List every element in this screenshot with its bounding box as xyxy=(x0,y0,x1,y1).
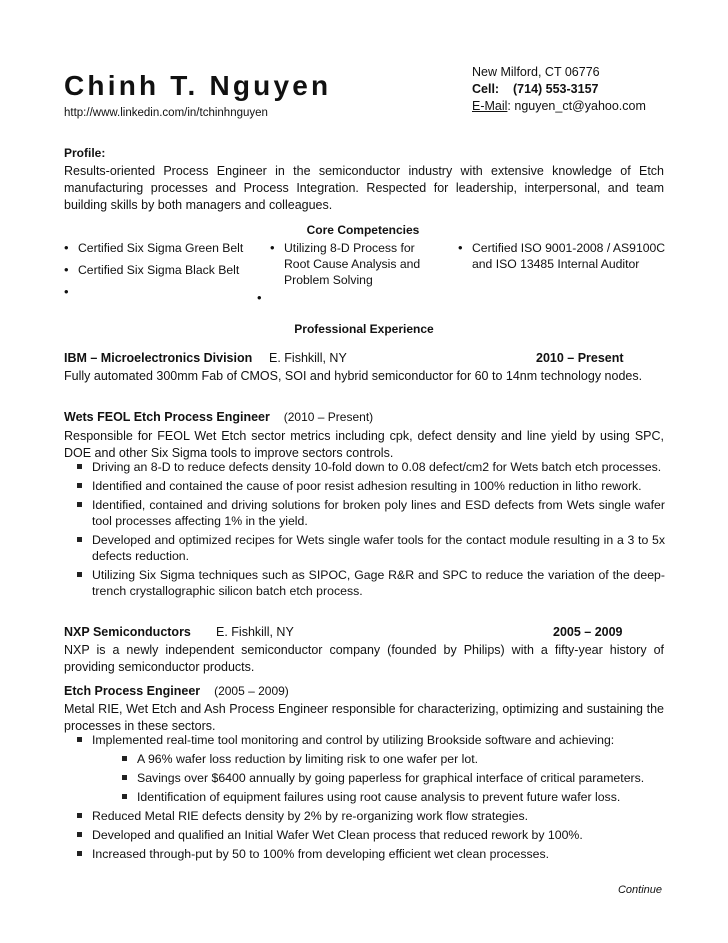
competency-item: • Certified Six Sigma Green Belt xyxy=(64,240,264,256)
address: New Milford, CT 06776 xyxy=(472,65,600,79)
list-item: Utilizing Six Sigma techniques such as SIPOC, Gage R&R and SPC to reduce the variation of the deep-trench crystallographic silicon batch etch process. xyxy=(75,567,665,599)
role-summary: Responsible for FEOL Wet Etch sector metrics including cpk, defect density and line yield by using SPC, DOE and other Six Sigma tools to improve sectors controls. xyxy=(64,429,664,460)
role-title: Wets FEOL Etch Process Engineer xyxy=(64,410,270,424)
job-location: E. Fishkill, NY xyxy=(216,625,294,639)
job-header-ibm xyxy=(64,351,664,365)
profile-text: Results-oriented Process Engineer in the semiconductor industry with extensive knowledge of Etch manufacturing processes and Process Integration. Respected for leadership, interpersonal, and team building skills by both managers and colleagues. xyxy=(64,164,664,212)
competency-item: • Certified ISO 9001-2008 / AS9100C and ISO 13485 Internal Auditor xyxy=(458,240,678,272)
competency-col-1 xyxy=(64,240,264,306)
linkedin-url[interactable]: http://www.linkedin.com/in/tchinhnguyen xyxy=(64,107,268,119)
experience-heading xyxy=(0,322,728,336)
role-title: Etch Process Engineer xyxy=(64,684,201,698)
email[interactable] xyxy=(472,98,646,115)
email-label: E-Mail xyxy=(472,99,508,113)
role-header xyxy=(64,410,373,424)
empty-bullet: • xyxy=(257,290,262,305)
sub-list-item: A 96% wafer loss reduction by limiting risk to one wafer per lot. xyxy=(120,751,665,767)
job-dates: 2005 – 2009 xyxy=(553,625,623,639)
profile-heading: Profile: xyxy=(64,146,106,160)
competency-item: • Certified Six Sigma Black Belt xyxy=(64,262,264,278)
list-item: Increased through-put by 50 to 100% from developing efficient wet clean processes. xyxy=(75,846,665,862)
company-description: NXP is a newly independent semiconductor company (founded by Philips) with a fifty-year history of providing semiconductor products. xyxy=(64,643,664,674)
competency-col-2 xyxy=(270,240,440,294)
sub-bullet-list xyxy=(75,751,665,805)
ibm-bullet-list xyxy=(75,459,665,602)
cell-phone xyxy=(472,81,646,98)
sub-list-item: Identification of equipment failures using root cause analysis to prevent future wafer loss. xyxy=(120,789,665,805)
company: NXP Semiconductors xyxy=(64,625,191,639)
role-dates: (2010 – Present) xyxy=(283,410,374,424)
role-dates: (2005 – 2009) xyxy=(214,684,289,698)
email-value[interactable]: : nguyen_ct@yahoo.com xyxy=(507,99,646,113)
cell-label: Cell: xyxy=(472,82,500,96)
core-competencies-heading xyxy=(0,223,728,237)
contact-block xyxy=(472,64,646,115)
company-description: Fully automated 300mm Fab of CMOS, SOI and hybrid semiconductor for 60 to 14nm technology nodes. xyxy=(64,369,643,383)
list-item: Reduced Metal RIE defects density by 2% by re-organizing work flow strategies. xyxy=(75,808,665,824)
competency-empty-item xyxy=(64,284,264,300)
job-header-nxp xyxy=(64,625,664,639)
job-location: E. Fishkill, NY xyxy=(269,351,347,365)
sub-list-item: Savings over $6400 annually by going paperless for graphical interface of critical parameters. xyxy=(120,770,665,786)
continue-label: Continue xyxy=(617,884,662,896)
list-item: Implemented real-time tool monitoring and control by utilizing Brookside software and achieving: xyxy=(75,732,665,748)
list-item: Developed and optimized recipes for Wets single wafer tools for the contact module resulting in a 3 to 5x defects reduction. xyxy=(75,532,665,564)
nxp-bullet-list xyxy=(75,732,665,865)
list-item: Developed and qualified an Initial Wafer Wet Clean process that reduced rework by 100%. xyxy=(75,827,665,843)
role-header xyxy=(64,684,289,698)
role-summary: Metal RIE, Wet Etch and Ash Process Engineer responsible for characterizing, optimizing and sustaining the processes in these sectors. xyxy=(64,702,664,733)
list-item: Driving an 8-D to reduce defects density 10-fold down to 0.08 defect/cm2 for Wets batch etch processes. xyxy=(75,459,665,475)
list-item: Identified and contained the cause of poor resist adhesion resulting in 100% reduction in litho rework. xyxy=(75,478,665,494)
job-dates: 2010 – Present xyxy=(536,351,624,365)
list-item: Identified, contained and driving solutions for broken poly lines and ESD defects from Wets single wafer tool processes affecting 1% in the yield. xyxy=(75,497,665,529)
candidate-name: Chinh T. Nguyen xyxy=(64,70,332,101)
company: IBM – Microelectronics Division xyxy=(64,351,253,365)
cell-value: (714) 553-3157 xyxy=(513,82,599,96)
core-competencies-label: Core Competencies xyxy=(306,223,420,237)
competency-col-3 xyxy=(458,240,678,278)
experience-label: Professional Experience xyxy=(294,322,434,336)
competency-item: • Utilizing 8-D Process for Root Cause Analysis and Problem Solving xyxy=(270,240,440,288)
